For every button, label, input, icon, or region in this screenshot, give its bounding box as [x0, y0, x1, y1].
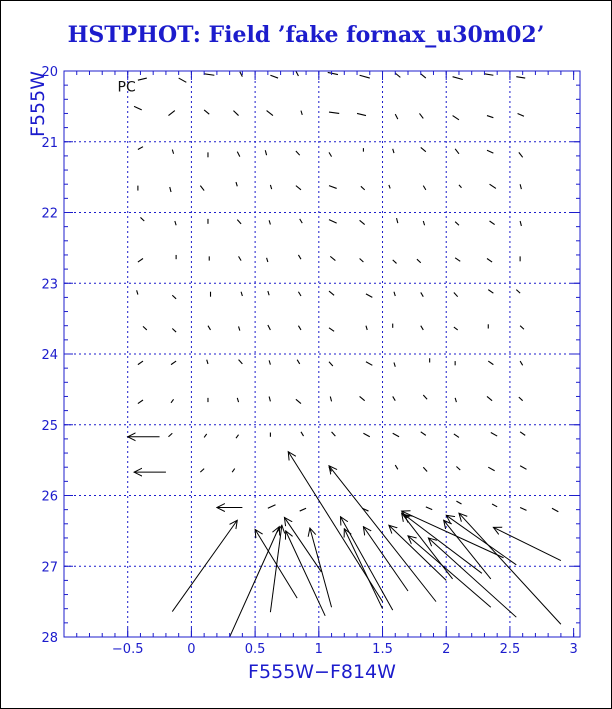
short-arrow — [360, 75, 370, 78]
y-tick-label: 25 — [41, 418, 58, 434]
short-arrow — [393, 260, 397, 264]
y-tick-label: 26 — [41, 489, 58, 505]
short-arrow — [393, 149, 394, 153]
short-arrow — [421, 326, 424, 330]
x-tick-label: 0 — [187, 642, 196, 657]
short-arrow — [394, 292, 395, 296]
short-arrow — [423, 395, 427, 399]
short-arrow — [395, 114, 398, 119]
short-arrow — [207, 360, 208, 364]
short-arrow — [490, 221, 495, 225]
short-arrow — [232, 469, 235, 473]
y-tick-label: 22 — [41, 206, 58, 222]
y-tick-label: 23 — [41, 277, 58, 293]
short-arrow — [296, 399, 301, 403]
short-arrow — [138, 147, 143, 150]
short-arrow — [518, 113, 524, 116]
short-arrow — [389, 185, 390, 189]
short-arrow — [237, 398, 238, 402]
short-arrow — [208, 326, 211, 330]
short-arrow — [423, 186, 426, 190]
short-arrow — [204, 434, 207, 438]
short-arrow — [138, 258, 143, 262]
short-arrow — [393, 433, 399, 437]
grid-lines — [64, 71, 580, 637]
short-arrow — [360, 258, 364, 262]
short-arrow — [143, 326, 147, 330]
short-arrow — [298, 326, 301, 330]
short-arrow — [329, 152, 332, 156]
short-arrow — [137, 290, 138, 294]
short-arrow — [455, 258, 460, 262]
short-arrow — [361, 186, 365, 190]
short-arrow — [363, 433, 369, 437]
short-arrow — [393, 396, 396, 400]
short-arrow — [296, 186, 301, 190]
short-arrow — [168, 433, 172, 437]
short-arrow — [204, 110, 209, 114]
chip-label-pc: PC — [117, 79, 136, 96]
short-arrow — [520, 221, 521, 226]
short-arrow — [519, 397, 523, 401]
short-arrow — [204, 74, 214, 75]
short-arrow — [360, 396, 365, 400]
short-arrow — [488, 467, 494, 471]
short-arrow — [298, 255, 301, 259]
short-arrow — [520, 466, 526, 470]
short-arrow — [239, 326, 240, 330]
short-arrow — [421, 147, 426, 151]
short-arrow — [171, 399, 174, 403]
short-arrow — [300, 508, 306, 511]
y-tick-label: 20 — [41, 65, 58, 80]
short-arrow — [520, 326, 524, 330]
short-arrow — [134, 106, 142, 110]
short-arrow — [268, 325, 271, 330]
x-tick-label: 0.5 — [244, 642, 266, 657]
long-arrow — [230, 527, 280, 637]
short-arrow — [267, 258, 268, 262]
short-arrow — [296, 151, 300, 155]
short-arrow — [360, 220, 365, 224]
long-arrow — [172, 520, 237, 611]
y-tick-label: 24 — [41, 348, 58, 363]
short-arrow — [366, 294, 372, 298]
short-arrow — [328, 72, 338, 74]
short-arrow — [487, 258, 492, 262]
short-arrow — [237, 152, 240, 157]
short-arrow — [329, 328, 334, 332]
short-arrow — [490, 184, 496, 188]
short-arrow — [520, 432, 525, 436]
short-arrow — [200, 186, 204, 191]
short-arrow — [491, 433, 497, 437]
short-arrow — [298, 292, 301, 296]
short-arrow — [492, 504, 497, 507]
short-arrow — [330, 256, 335, 260]
short-arrow — [172, 150, 173, 154]
short-arrow — [301, 432, 304, 436]
x-tick-label: 2.5 — [499, 642, 521, 657]
short-arrow — [267, 111, 273, 116]
long-arrow — [446, 515, 516, 565]
short-arrow — [236, 182, 237, 186]
short-arrow — [395, 465, 398, 469]
short-arrow — [329, 112, 339, 113]
x-tick-label: 2 — [442, 642, 451, 657]
short-arrow — [397, 218, 398, 223]
long-arrow — [344, 529, 382, 609]
short-arrow — [455, 149, 459, 154]
short-arrow — [456, 466, 460, 470]
short-arrow — [552, 508, 558, 512]
short-arrow — [269, 220, 270, 224]
short-arrow — [236, 435, 239, 439]
short-arrow — [394, 362, 395, 366]
short-arrow — [233, 111, 238, 116]
short-arrow — [138, 78, 147, 80]
y-axis-label: F555W — [27, 71, 49, 137]
short-arrow — [140, 217, 144, 221]
short-arrow — [455, 222, 459, 226]
short-arrow — [366, 362, 372, 366]
long-arrow — [310, 528, 332, 607]
short-arrow — [268, 291, 269, 295]
short-arrow — [454, 292, 458, 296]
short-arrow — [366, 326, 367, 330]
short-arrow — [419, 113, 423, 118]
short-arrow — [454, 327, 458, 330]
x-tick-label: 3 — [569, 642, 578, 657]
short-arrow — [330, 396, 331, 401]
short-arrow — [516, 77, 525, 78]
x-tick-label: 1.5 — [372, 642, 393, 657]
short-arrow — [484, 74, 493, 75]
short-arrow — [454, 434, 459, 438]
y-tick-label: 28 — [41, 631, 58, 646]
y-tick-label: 21 — [41, 135, 58, 151]
short-arrow — [268, 505, 276, 509]
short-arrow — [417, 259, 421, 263]
short-arrow — [175, 221, 176, 225]
short-arrow — [488, 290, 493, 294]
short-arrow — [239, 256, 242, 260]
short-arrow — [421, 74, 426, 78]
short-arrow — [301, 111, 302, 115]
long-arrow — [284, 517, 321, 571]
short-arrow — [138, 400, 143, 404]
short-arrow — [237, 220, 241, 224]
x-tick-label: −0.5 — [111, 642, 144, 657]
short-arrow — [241, 292, 242, 296]
short-arrow — [487, 396, 492, 400]
short-arrow — [270, 185, 271, 189]
short-arrow — [395, 73, 400, 77]
long-arrow — [255, 529, 297, 598]
short-arrow — [421, 292, 424, 296]
short-arrow — [520, 184, 521, 189]
short-arrow — [487, 116, 493, 118]
short-arrow — [170, 187, 171, 192]
x-axis-label: F555W−F814W — [248, 661, 396, 683]
y-tick-label: 27 — [41, 560, 58, 576]
short-arrow — [265, 150, 266, 155]
short-arrow — [171, 361, 176, 365]
short-arrow — [453, 116, 459, 120]
short-arrow — [329, 220, 337, 224]
short-arrow — [456, 501, 461, 504]
short-arrow — [455, 398, 456, 402]
short-arrow — [332, 432, 336, 436]
short-arrow — [270, 75, 278, 78]
chart-title: HSTPHOT: Field ’fake fornax_u30m02’ — [67, 22, 545, 48]
axes-box — [64, 71, 580, 637]
short-arrow — [423, 221, 424, 225]
long-arrow — [428, 538, 516, 617]
long-arrow — [270, 525, 281, 612]
long-arrow — [286, 531, 325, 616]
short-arrow — [168, 111, 174, 116]
short-arrow — [172, 295, 176, 299]
short-arrow — [426, 507, 432, 510]
short-arrow — [520, 508, 526, 511]
short-arrow — [487, 150, 493, 153]
short-arrow — [488, 361, 493, 365]
short-arrow — [423, 467, 427, 471]
short-arrow — [300, 219, 303, 223]
short-arrow — [296, 71, 299, 76]
short-arrow — [519, 152, 523, 157]
short-arrow — [453, 77, 463, 80]
short-arrow — [329, 291, 334, 295]
short-arrow — [269, 396, 270, 401]
short-arrow — [329, 362, 333, 366]
axes — [41, 65, 580, 657]
short-arrow — [179, 78, 187, 82]
short-arrow — [297, 360, 300, 364]
short-arrow — [138, 361, 143, 365]
short-arrow — [516, 290, 520, 294]
long-arrow — [404, 515, 482, 574]
short-arrow — [329, 186, 337, 189]
short-arrow — [459, 185, 462, 188]
short-arrow — [239, 360, 243, 364]
short-arrow — [200, 469, 204, 473]
short-arrow — [172, 329, 176, 333]
x-tick-label: 1 — [314, 642, 323, 657]
short-arrow — [520, 361, 523, 365]
short-arrow — [357, 113, 366, 115]
short-arrow — [421, 432, 426, 436]
short-arrow — [269, 360, 270, 364]
